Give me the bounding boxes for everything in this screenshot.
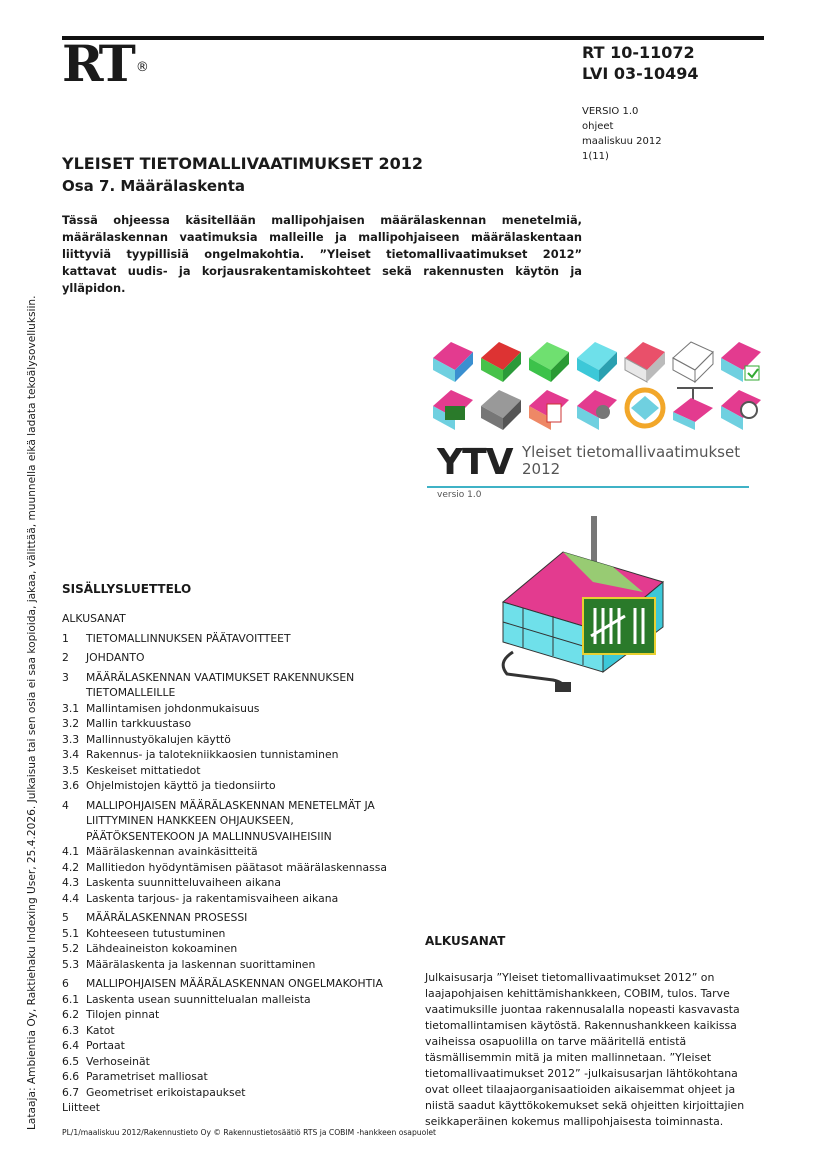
tally-house-illustration [493,512,683,702]
toc-item-label: Lähdeaineiston kokoaminen [86,942,238,955]
toc-heading: SISÄLLYSLUETTELO [62,582,192,596]
document-codes [582,42,698,84]
toc-item-number: 3.1 [62,701,80,715]
ytv-logo: YTV [437,442,513,483]
toc-item-number: 2 [62,651,69,664]
toc-item-label: MALLIPOHJAISEN MÄÄRÄLASKENNAN MENETELMÄT JA LIITTYMINEN HANKKEEN OHJAUKSEEN, PÄÄTÖKSENTEKOON JA MALLINNUSVAIHEISIIN [86,798,375,843]
toc-item-number: 6.7 [62,1085,80,1099]
toc-item [62,992,402,1008]
toc-item [62,732,402,748]
rt-code: RT 10-11072 [582,43,695,62]
version: VERSIO 1.0 [582,106,639,117]
toc-item-number: 3 [62,670,69,684]
people-building-icon [577,390,617,430]
toc-item-number: 4.3 [62,876,80,889]
toc-item [62,716,402,732]
toc-item [62,798,402,845]
toc-item-number: 6.1 [62,992,80,1006]
toc-item-label: Kohteeseen tutustuminen [86,926,226,940]
page-title: YLEISET TIETOMALLIVAATIMUKSET 2012 [62,154,424,173]
page-subtitle: Osa 7. Määrälaskenta [62,177,245,195]
toc-item [62,875,402,891]
toc-item-label: Geometriset erikoistapaukset [86,1085,246,1099]
toc-item-number: 4 [62,798,69,812]
toc-item-number: 6.3 [62,1023,80,1037]
toc-item-label: Ohjelmistojen käyttö ja tiedonsiirto [86,779,276,792]
toc-item-label: Mallintamisen johdonmukaisuus [86,701,260,715]
lvi-code: LVI 03-10494 [582,64,699,83]
date: maaliskuu 2012 [582,136,662,147]
page-footer: PL/1/maaliskuu 2012/Rakennustieto Oy © Rakennustietosäätiö RTS ja COBIM -hankkeen osapuolet [62,1128,436,1137]
toc-item-number: 4.4 [62,891,80,905]
toc-item [62,1023,402,1039]
toc-item-number: 3.6 [62,779,80,792]
toc-item-label: Tilojen pinnat [86,1008,160,1021]
toc-item-number: 3.3 [62,732,80,746]
toc-item-label: Mallin tarkkuustaso [86,717,192,730]
icon-row-1 [433,342,761,382]
toc-item-label: Laskenta tarjous- ja rakentamisvaiheen aikana [86,891,339,905]
toc-item-number: 3.5 [62,763,80,777]
magnifier-building-icon [721,390,761,430]
toc-item [62,860,402,876]
toc-item-label: Mallinnustyökalujen käyttö [86,732,231,746]
building-icon-3 [529,342,569,382]
crane-building-icon [673,388,713,430]
toc-item-label: Määrälaskennan avainkäsitteitä [86,845,258,858]
gray-building-icon [481,390,521,430]
toc-item-number: 4.2 [62,860,80,874]
alkusanat-heading: ALKUSANAT [425,934,506,948]
building-icon-4 [577,342,617,382]
toc-item-number: 5.1 [62,926,80,940]
toc-item [62,650,402,666]
cover-icon-grid [427,330,767,430]
toc-item-number: 6.2 [62,1008,80,1021]
toc-item-number: 1 [62,631,69,645]
toc-item-number: 5.2 [62,942,80,955]
toc-item-label: Mallitiedon hyödyntämisen päätasot määrälaskennassa [86,860,387,874]
building-icon-2 [481,342,521,382]
toc-item [62,891,402,907]
toc-item [62,1007,402,1023]
checked-building-icon [721,342,761,382]
toc-item-label: Laskenta suunnitteluvaiheen aikana [86,876,282,889]
frame-icon [673,342,713,382]
toc-item-label: Portaat [86,1039,125,1052]
toc-item-label: Katot [86,1023,115,1037]
cover-title: Yleiset tietomallivaatimukset 2012 [522,443,741,478]
alkusanat-body: Julkaisusarja ”Yleiset tietomallivaatimukset 2012” on laajapohjaisen kehittämishankkeen, COBIM, tulos. Tarve vaatimuksille juontaa rakennusalalla nopeasti kasvavasta tietomallintamisen käytöstä. Rakennushankkeen kaikissa vaiheissa osapuolilla on tarve määritellä entistä täsmällisemmin mitä ja miten mallinnetaan. ”Yleiset tietomallivaatimukset 2012” -julkaisusarjan lähtökohtana ovat olleet tilaajaorganisaatioiden aikaisemmat ohjeet ja niistä saadut käyttökokemukset sekä ohjeitten kirjoittajien seikkaperäinen kokemus mallipohjaisesta toiminnasta. [425,971,745,1128]
license-sidebar: Lataaja: Ambientia Oy, Raktiehaku Indexing User, 25.4.2026. Julkaisua tai sen osia ei saa kopioida, jakaa, välittää, muunnella eikä ladata tekoälysovelluksiin. [26,295,38,1130]
toc-item [62,941,402,957]
top-rule [62,36,764,40]
toc-item [62,957,402,973]
document-building-icon [529,390,569,430]
cover-accent-line [427,486,749,488]
toc-item [62,976,402,992]
intro-paragraph: Tässä ohjeessa käsitellään mallipohjaisen määrälaskennan menetelmiä, määrälaskennan vaatimuksia malleille ja mallipohjaiseen määrälaskentaan liittyviä tyypillisiä ongelmakohtia. ”Yleiset tietomallivaatimukset 2012” kattavat uudis- ja korjausrakentamiskohteet sekä rakennusten käytön ja ylläpidon. [62,213,582,295]
toc-item-number: 5.3 [62,957,80,971]
building-icon-1 [433,342,473,382]
toc-item-label: MALLIPOHJAISEN MÄÄRÄLASKENNAN ONGELMAKOHTIA [86,977,383,990]
toc-item-number: 6 [62,977,69,990]
table-of-contents [62,611,402,1116]
toc-item-number: 6.4 [62,1039,80,1052]
toc-item [62,844,402,860]
toc-item [62,1054,402,1070]
icon-row-2 [433,388,761,430]
toc-item [62,1069,402,1085]
toc-item-number: 4.1 [62,845,80,858]
toc-item-number: 5 [62,911,69,924]
toc-item-number: 6.5 [62,1054,80,1068]
toc-item-label: MÄÄRÄLASKENNAN PROSESSI [86,911,248,924]
building-icon-5 [625,342,665,382]
toc-item-label: Verhoseinät [86,1054,150,1068]
toc-item [62,1085,402,1101]
toc-item-number: 6.6 [62,1070,80,1083]
tally-building-icon [433,390,473,430]
toc-item-label: Parametriset malliosat [86,1070,208,1083]
toc-item-label: JOHDANTO [86,651,145,664]
toc-liitteet: Liitteet [62,1101,100,1114]
cycle-building-icon [627,390,663,426]
doc-type: ohjeet [582,121,614,132]
toc-item-label: Keskeiset mittatiedot [86,763,201,777]
toc-item [62,910,402,926]
toc-alkusanat: ALKUSANAT [62,612,126,625]
toc-item [62,631,402,647]
document-meta [582,104,662,164]
toc-item-label: Laskenta usean suunnittelualan malleista [86,992,311,1006]
toc-item [62,670,402,701]
toc-item [62,747,402,763]
toc-item-label: TIETOMALLINNUKSEN PÄÄTAVOITTEET [86,631,291,645]
toc-item [62,701,402,717]
page-number: 1(11) [582,151,609,162]
toc-item-number: 3.2 [62,717,80,730]
toc-item [62,778,402,794]
toc-item-label: Määrälaskenta ja laskennan suorittaminen [86,957,316,971]
rt-logo: RT ® [62,34,149,93]
cover-version: versio 1.0 [437,490,482,500]
toc-item-label: Rakennus- ja talotekniikkaosien tunnistaminen [86,748,339,761]
toc-item [62,926,402,942]
toc-item-label: MÄÄRÄLASKENNAN VAATIMUKSET RAKENNUKSEN TIETOMALLEILLE [86,670,355,699]
toc-item-number: 3.4 [62,748,80,761]
toc-item [62,763,402,779]
toc-item [62,1038,402,1054]
